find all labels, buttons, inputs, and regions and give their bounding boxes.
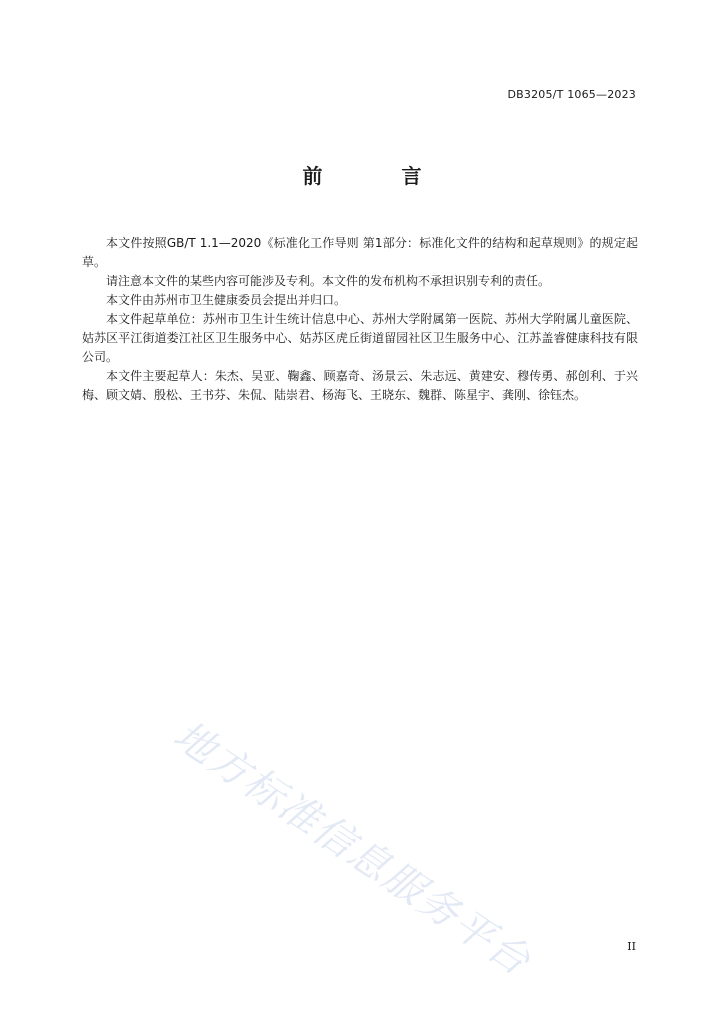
- paragraph-proposer: 本文件由苏州市卫生健康委员会提出并归口。: [106, 293, 347, 307]
- paragraph-patent-notice: 请注意本文件的某些内容可能涉及专利。本文件的发布机构不承担识别专利的责任。: [106, 274, 551, 288]
- paragraph-drafting-units: 本文件起草单位：苏州市卫生计生统计信息中心、苏州大学附属第一医院、苏州大学附属儿童医院、姑苏区平江街道娄江社区卫生服务中心、姑苏区虎丘街道留园社区卫生服务中心、江苏盖睿健康科技有限公司。: [82, 312, 638, 364]
- watermark-text: 地方标准信息服务平台: [165, 712, 540, 986]
- preface-body: [82, 234, 638, 405]
- paragraph-drafting-rules: 本文件按照GB/T 1.1—2020《标准化工作导则 第1部分：标准化文件的结构和起草规则》的规定起草。: [82, 236, 638, 269]
- page-number: II: [627, 940, 636, 953]
- paragraph-drafters: 本文件主要起草人：朱杰、吴亚、鞠鑫、顾嘉奇、汤景云、朱志远、黄建安、穆传勇、郝创利、于兴梅、顾文婧、殷松、王书芬、朱侃、陆崇君、杨海飞、王晓东、魏群、陈星宇、龚刚、徐钰杰。: [82, 369, 638, 402]
- document-code: DB3205/T 1065—2023: [507, 88, 636, 101]
- page-title: 前 言: [302, 164, 458, 188]
